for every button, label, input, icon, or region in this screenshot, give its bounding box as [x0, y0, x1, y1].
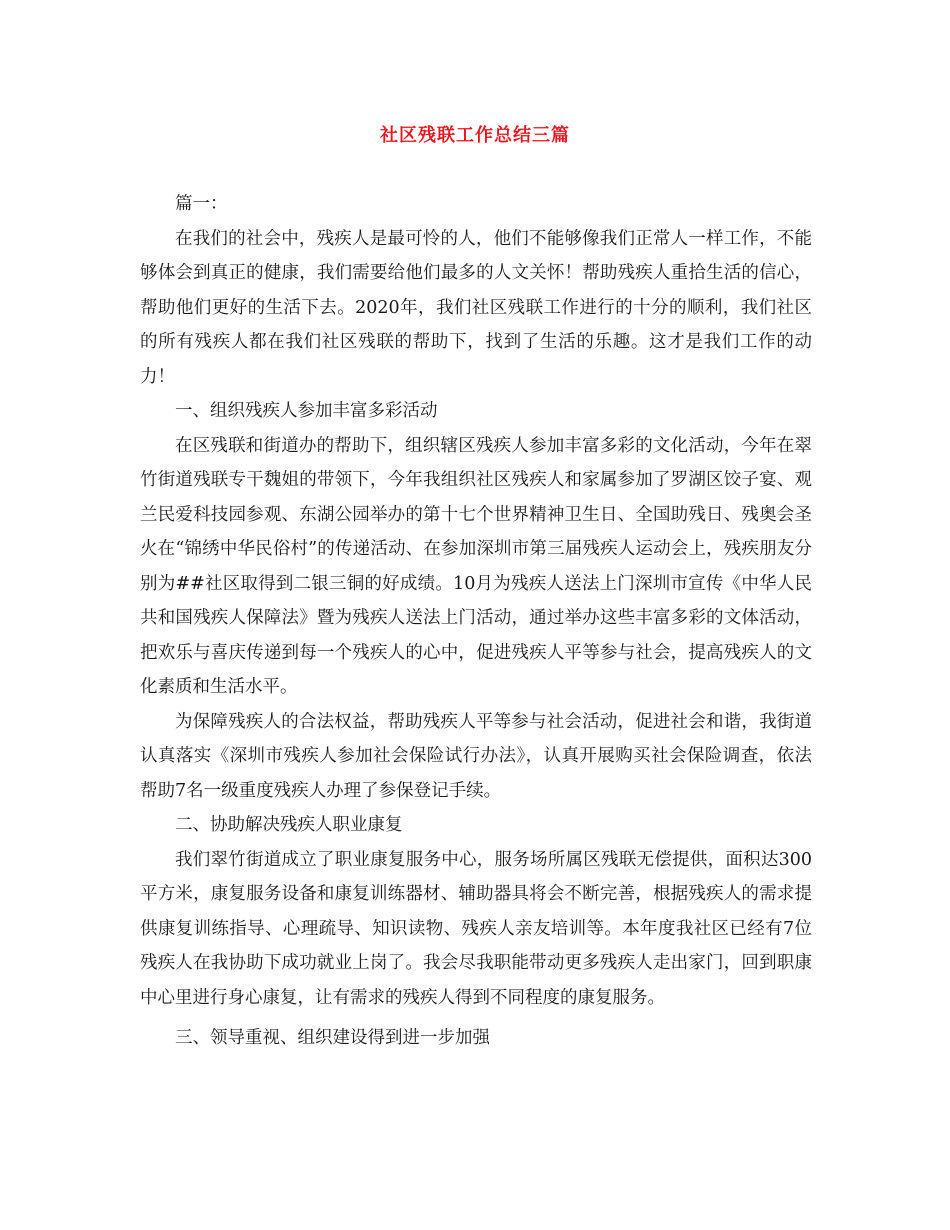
section-heading: 一、组织残疾人参加丰富多彩活动 — [175, 401, 438, 421]
section-heading: 二、协助解决残疾人职业康复 — [175, 815, 403, 835]
section-label: 篇一： — [175, 194, 228, 214]
paragraph: 在我们的社会中，残疾人是最可怜的人，他们不能够像我们正常人一样工作，不能够体会到真正的健康，我们需要给他们最多的人文关怀！帮助残疾人重拾生活的信心，帮助他们更好的生活下去。2020年，我们社区残联工作进行的十分的顺利，我们社区的所有残疾人都在我们社区残联的帮助下，找到了生活的乐趣。这才是我们工作的动力！ — [140, 228, 812, 387]
paragraph: 我们翠竹街道成立了职业康复服务中心，服务场所属区残联无偿提供，面积达300平方米，康复服务设备和康复训练器材、辅助器具将会不断完善，根据残疾人的需求提供康复训练指导、心理疏导、知识读物、残疾人亲友培训等。本年度我社区已经有7位残疾人在我协助下成功就业上岗了。我会尽我职能带动更多残疾人走出家门，回到职康中心里进行身心康复，让有需求的残疾人得到不同程度的康复服务。 — [140, 849, 812, 1008]
document-title: 社区残联工作总结三篇 — [380, 125, 570, 146]
paragraph: 为保障残疾人的合法权益，帮助残疾人平等参与社会活动，促进社会和谐，我街道认真落实《深圳市残疾人参加社会保险试行办法》，认真开展购买社会保险调查，依法帮助7名一级重度残疾人办理了参保登记手续。 — [140, 711, 812, 801]
document-body — [140, 187, 812, 1056]
paragraph: 在区残联和街道办的帮助下，组织辖区残疾人参加丰富多彩的文化活动，今年在翠竹街道残联专干魏姐的带领下，今年我组织社区残疾人和家属参加了罗湖区饺子宴、观兰民爱科技园参观、东湖公园举办的第十七个世界精神卫生日、全国助残日、残奥会圣火在“锦绣中华民俗村”的传递活动、在参加深圳市第三届残疾人运动会上，残疾朋友分别为##社区取得到二银三铜的好成绩。10月为残疾人送法上门深圳市宣传《中华人民共和国残疾人保障法》暨为残疾人送法上门活动，通过举办这些丰富多彩的文体活动，把欢乐与喜庆传递到每一个残疾人的心中，促进残疾人平等参与社会，提高残疾人的文化素质和生活水平。 — [140, 435, 812, 697]
section-heading: 三、领导重视、组织建设得到进一步加强 — [175, 1028, 490, 1048]
